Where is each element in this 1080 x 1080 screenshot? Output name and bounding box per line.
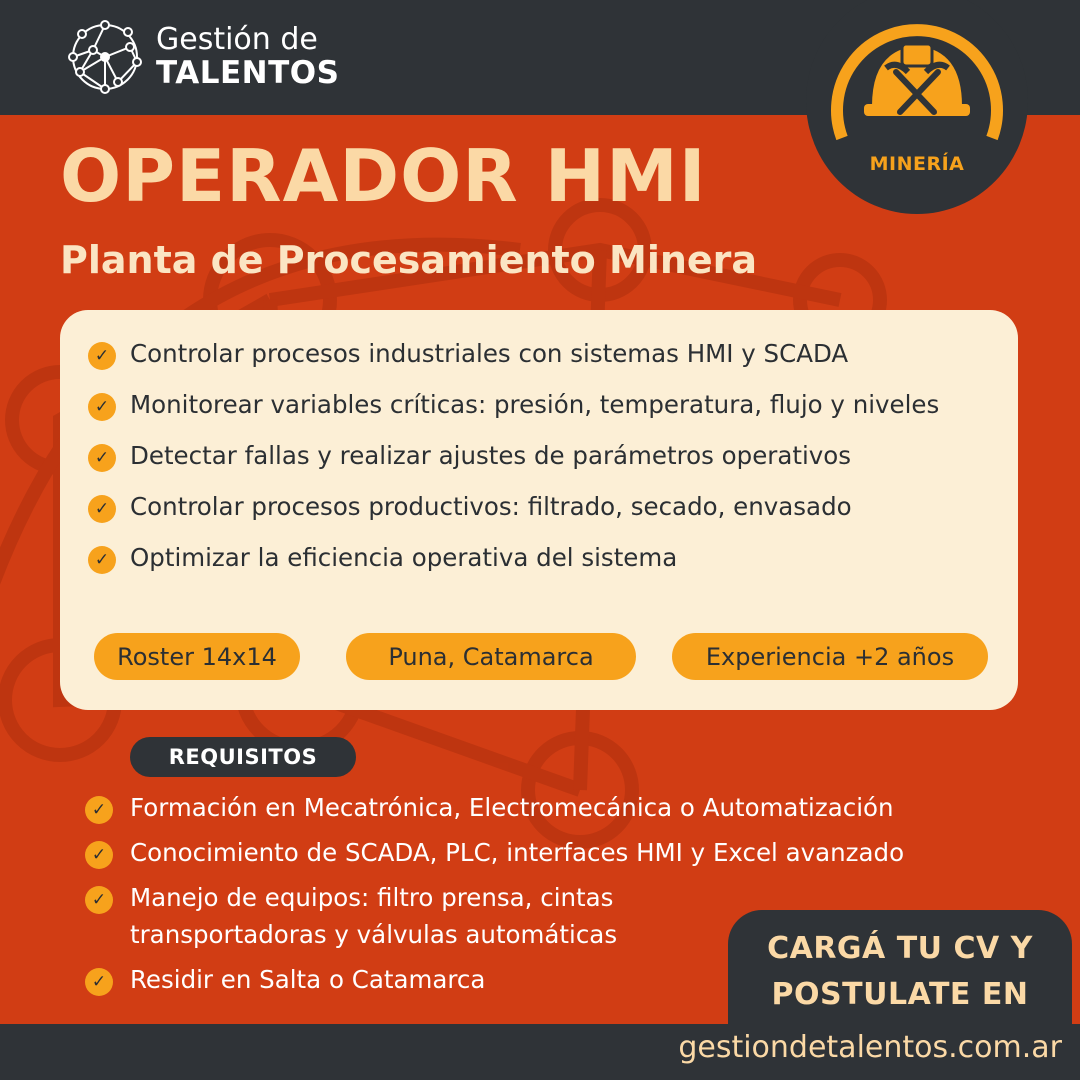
task-text: Detectar fallas y realizar ajustes de parámetros operativos [130, 441, 852, 470]
tag-row [94, 633, 994, 681]
list-item [88, 440, 998, 475]
check-icon: ✓ [88, 393, 116, 421]
task-text: Controlar procesos industriales con sistemas HMI y SCADA [130, 339, 849, 368]
check-icon: ✓ [85, 796, 113, 824]
bottom-bar [0, 1024, 1080, 1080]
brand-name-line2: TALENTOS [156, 55, 340, 92]
brand[interactable] [60, 12, 339, 102]
network-nodes-icon [60, 12, 150, 102]
apply-call-to-action [728, 910, 1072, 1040]
cta-line1: CARGÁ TU CV Y [767, 931, 1033, 966]
requirement-text: Manejo de equipos: filtro prensa, cintas transportadoras y válvulas automáticas [130, 883, 618, 949]
list-item [88, 389, 998, 424]
requirements-header: REQUISITOS [130, 737, 356, 777]
cta-line2: POSTULATE EN [771, 977, 1029, 1012]
badge-label: MINERÍA [869, 153, 965, 175]
list-item [85, 837, 1055, 871]
requirement-text: Residir en Salta o Catamarca [130, 965, 486, 994]
task-text: Monitorear variables críticas: presión, temperatura, flujo y niveles [130, 390, 940, 419]
list-item [88, 491, 998, 526]
check-icon: ✓ [88, 342, 116, 370]
tag-roster: Roster 14x14 [94, 633, 300, 680]
check-icon: ✓ [88, 495, 116, 523]
check-icon: ✓ [88, 444, 116, 472]
sector-badge [806, 0, 1028, 214]
task-list [88, 338, 998, 593]
check-icon: ✓ [85, 886, 113, 914]
tasks-card [60, 310, 1018, 710]
mining-helmet-pickaxes-icon [806, 0, 1028, 214]
check-icon: ✓ [85, 968, 113, 996]
task-text: Controlar procesos productivos: filtrado, secado, envasado [130, 492, 852, 521]
job-title: OPERADOR HMI [60, 134, 707, 218]
job-subtitle: Planta de Procesamiento Minera [60, 238, 758, 282]
tag-location: Puna, Catamarca [346, 633, 636, 680]
website-link[interactable]: gestiondetalentos.com.ar [678, 1030, 1062, 1065]
tag-experience: Experiencia +2 años [672, 633, 988, 680]
brand-name-line1: Gestión de [156, 22, 318, 58]
check-icon: ✓ [85, 841, 113, 869]
list-item [88, 542, 998, 577]
list-item [85, 792, 1055, 826]
requirement-text: Conocimiento de SCADA, PLC, interfaces HMI y Excel avanzado [130, 838, 905, 867]
requirement-text: Formación en Mecatrónica, Electromecánica o Automatización [130, 793, 894, 822]
check-icon: ✓ [88, 546, 116, 574]
task-text: Optimizar la eficiencia operativa del sistema [130, 543, 678, 572]
list-item [88, 338, 998, 373]
